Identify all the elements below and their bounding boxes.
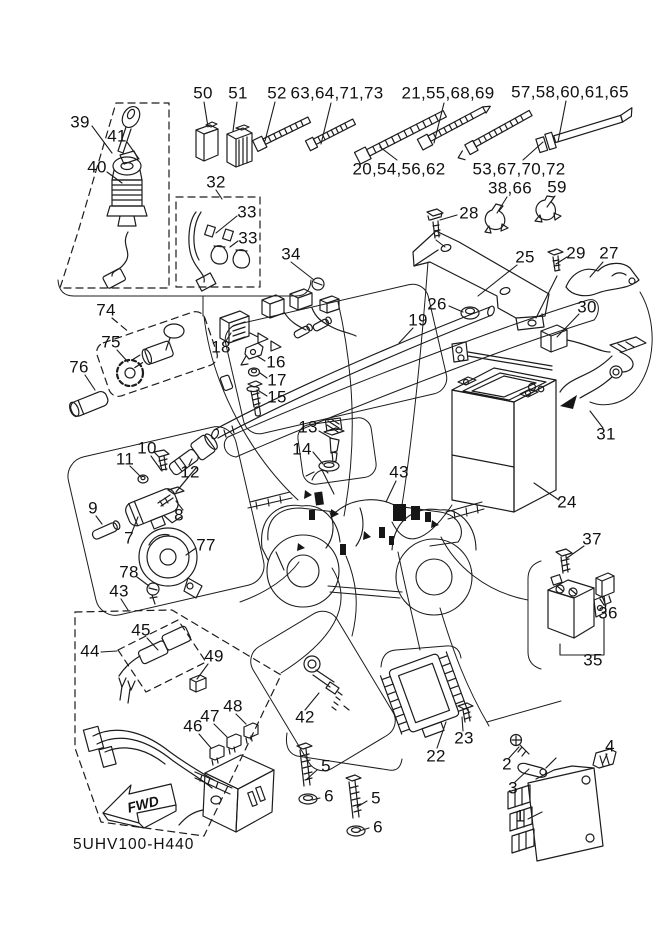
callout-8-40: 8 bbox=[174, 505, 184, 525]
callout-49-50: 49 bbox=[204, 646, 224, 666]
callout-37-45: 37 bbox=[582, 529, 602, 549]
callout-2-62: 2 bbox=[502, 754, 512, 774]
callout-33-13: 33 bbox=[238, 228, 258, 248]
callout-34-14: 34 bbox=[281, 244, 301, 264]
callout-44-49: 44 bbox=[80, 641, 100, 661]
callout-20-54-56-62-9: 20,54,56,62 bbox=[352, 159, 446, 179]
callout-1-64: 1 bbox=[515, 806, 525, 826]
callout-32-11: 32 bbox=[206, 172, 226, 192]
callout-40-2: 40 bbox=[87, 157, 107, 177]
callout-46-53: 46 bbox=[183, 716, 203, 736]
callout-31-35: 31 bbox=[596, 424, 616, 444]
callout-9-39: 9 bbox=[88, 498, 98, 518]
callout-30-22: 30 bbox=[577, 297, 597, 317]
callout-59-16: 59 bbox=[547, 177, 567, 197]
callout-16-28: 16 bbox=[266, 352, 286, 372]
callout-10-36: 10 bbox=[137, 438, 157, 458]
callout-78-43: 78 bbox=[119, 562, 139, 582]
callout-19-23: 19 bbox=[408, 310, 428, 330]
callout-18-27: 18 bbox=[211, 337, 231, 357]
callout-47-52: 47 bbox=[200, 706, 220, 726]
callout-26-21: 26 bbox=[427, 294, 447, 314]
callout-75-25: 75 bbox=[101, 332, 121, 352]
callout-52-5: 52 bbox=[267, 83, 287, 103]
callout-45-48: 45 bbox=[131, 620, 151, 640]
callout-15-30: 15 bbox=[267, 387, 287, 407]
callout-29-19: 29 bbox=[566, 243, 586, 263]
callout-41-1: 41 bbox=[107, 126, 127, 146]
callout-36-46: 36 bbox=[598, 603, 618, 623]
callout-38-66-15: 38,66 bbox=[487, 178, 533, 198]
callout-6-58: 6 bbox=[324, 786, 334, 806]
callout-50-3: 50 bbox=[193, 83, 213, 103]
fwd-direction-label: FWD bbox=[125, 792, 161, 816]
callout-63-64-71-73-6: 63,64,71,73 bbox=[290, 83, 384, 103]
callout-77-42: 77 bbox=[196, 535, 216, 555]
callout-6-60: 6 bbox=[373, 817, 383, 837]
callout-27-20: 27 bbox=[599, 243, 619, 263]
callout-42-54: 42 bbox=[295, 707, 315, 727]
callout-74-24: 74 bbox=[96, 300, 116, 320]
callout-11-37: 11 bbox=[115, 449, 135, 469]
callout-7-41: 7 bbox=[124, 528, 134, 548]
callout-24-34: 24 bbox=[557, 492, 577, 512]
callout-43-33: 43 bbox=[389, 462, 409, 482]
callout-39-0: 39 bbox=[70, 112, 90, 132]
callout-3-63: 3 bbox=[508, 778, 518, 798]
drawing-number: 5UHV100-H440 bbox=[73, 836, 195, 853]
callout-4-61: 4 bbox=[605, 736, 615, 756]
callout-5-59: 5 bbox=[371, 788, 381, 808]
callout-5-57: 5 bbox=[321, 756, 331, 776]
callout-76-26: 76 bbox=[69, 357, 89, 377]
callout-17-29: 17 bbox=[267, 370, 287, 390]
callout-13-31: 13 bbox=[298, 417, 318, 437]
callout-28-17: 28 bbox=[459, 203, 479, 223]
callout-25-18: 25 bbox=[515, 247, 535, 267]
callout-43-44: 43 bbox=[109, 581, 129, 601]
callout-12-38: 12 bbox=[180, 462, 200, 482]
callout-48-51: 48 bbox=[223, 696, 243, 716]
callout-33-12: 33 bbox=[237, 202, 257, 222]
callout-22-56: 22 bbox=[426, 746, 446, 766]
callout-57-58-60-61-65-8: 57,58,60,61,65 bbox=[511, 82, 629, 102]
callout-35-47: 35 bbox=[583, 650, 603, 670]
callout-53-67-70-72-10: 53,67,70,72 bbox=[472, 159, 566, 179]
callout-23-55: 23 bbox=[454, 728, 474, 748]
callout-21-55-68-69-7: 21,55,68,69 bbox=[401, 83, 495, 103]
callout-14-32: 14 bbox=[292, 439, 312, 459]
callout-51-4: 51 bbox=[228, 83, 248, 103]
